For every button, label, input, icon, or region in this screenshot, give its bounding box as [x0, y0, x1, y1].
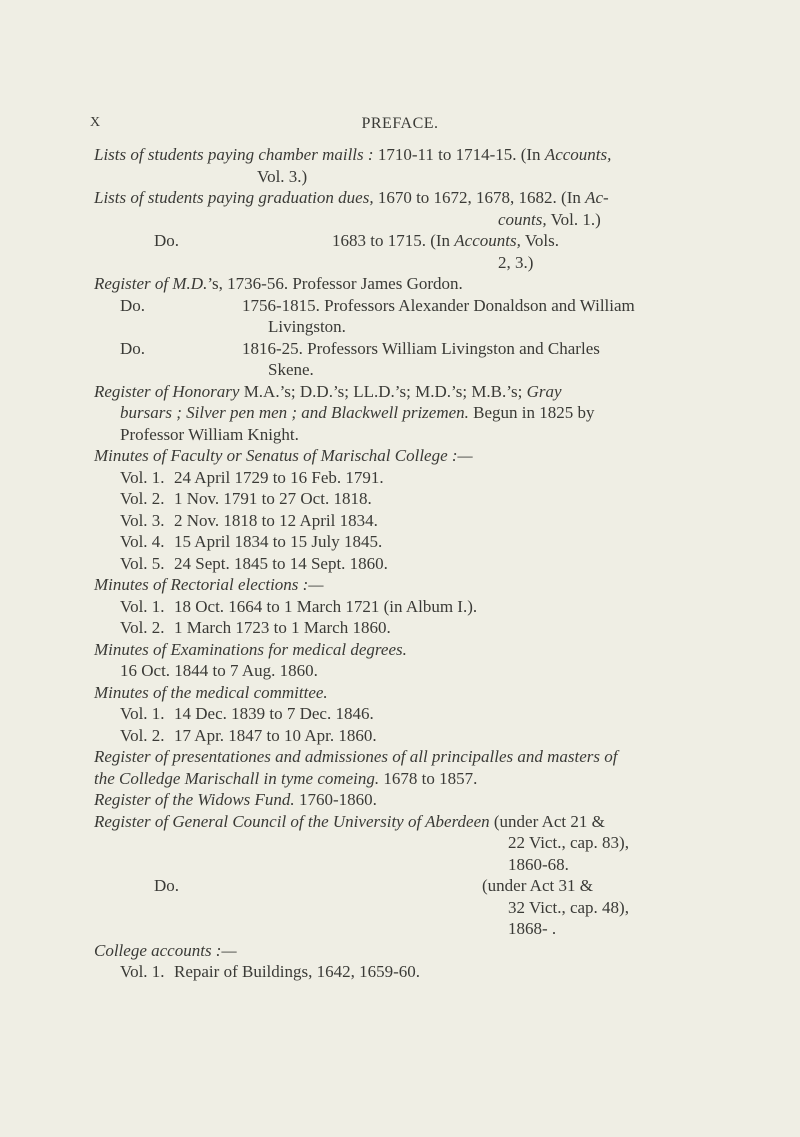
entry-medical-examinations: Minutes of Examinations for medical degrees.: [94, 639, 407, 659]
entry-general-council-do: Do. (under Act 31 & 32 Vict., cap. 48), 1868- .: [154, 876, 629, 938]
entry-presentationes: Register of presentationes and admissiones of all principalles and masters of the Colledge Marischall in tyme comeing. 1678 to 1857.: [94, 747, 618, 788]
entry-minutes-faculty: Minutes of Faculty or Senatus of Marischal College :—: [94, 446, 473, 465]
list-item: Vol. 1. 24 April 1729 to 16 Feb. 1791.: [120, 467, 384, 487]
entry-register-md: Register of M.D.’s, 1736-56. Professor James Gordon.: [94, 274, 463, 293]
running-title: PREFACE.: [361, 115, 439, 132]
list-item: Vol. 1. Repair of Buildings, 1642, 1659-60.: [120, 962, 421, 981]
list-item: Vol. 2. 1 Nov. 1791 to 27 Oct. 1818.: [120, 489, 372, 508]
list-item: Vol. 3. 2 Nov. 1818 to 12 April 1834.: [120, 510, 378, 530]
entry-graduation-dues-do: Do. 1683 to 1715. (In Accounts, Vols. 2, 3.): [154, 231, 559, 272]
list-item: Vol. 1. 14 Dec. 1839 to 7 Dec. 1846.: [120, 704, 374, 723]
entry-register-honorary: Register of Honorary M.A.’s; D.D.’s; LL.D.’s; M.D.’s; M.B.’s; Gray bursars ; Silver pen men ; and Blackwell prizemen. Begun in 1825 by Professor William Knight.: [94, 381, 595, 444]
page-number: X: [90, 115, 101, 130]
entry-chamber-maills: Lists of students paying chamber maills : 1710-11 to 1714-15. (In Accounts, Vol. 3.): [94, 145, 612, 186]
entry-widows-fund: Register of the Widows Fund. 1760-1860.: [94, 790, 377, 809]
list-item: Vol. 2. 1 March 1723 to 1 March 1860.: [120, 618, 391, 637]
entry-general-council: Register of General Council of the University of Aberdeen (under Act 21 & 22 Vict., cap. 83), 1860-68.: [94, 811, 629, 874]
list-item: 16 Oct. 1844 to 7 Aug. 1860.: [120, 661, 318, 680]
entry-graduation-dues: Lists of students paying graduation dues, 1670 to 1672, 1678, 1682. (In Ac- counts, Vol. 1.): [94, 188, 609, 229]
list-item: Vol. 1. 18 Oct. 1664 to 1 March 1721 (in Album I.).: [120, 596, 478, 616]
entry-rectorial-elections: Minutes of Rectorial elections :—: [94, 575, 324, 594]
entry-register-md-do-1: Do. 1756-1815. Professors Alexander Donaldson and William Livingston.: [120, 295, 635, 336]
entry-register-md-do-2: Do. 1816-25. Professors William Livingston and Charles Skene.: [120, 338, 600, 379]
document-body: [94, 144, 708, 983]
list-item: Vol. 2. 17 Apr. 1847 to 10 Apr. 1860.: [120, 725, 377, 745]
entry-medical-committee: Minutes of the medical committee.: [94, 682, 328, 702]
entry-college-accounts: College accounts :—: [94, 940, 237, 960]
list-item: Vol. 4. 15 April 1834 to 15 July 1845.: [120, 532, 383, 551]
page-header: [90, 115, 710, 137]
list-item: Vol. 5. 24 Sept. 1845 to 14 Sept. 1860.: [120, 553, 388, 573]
